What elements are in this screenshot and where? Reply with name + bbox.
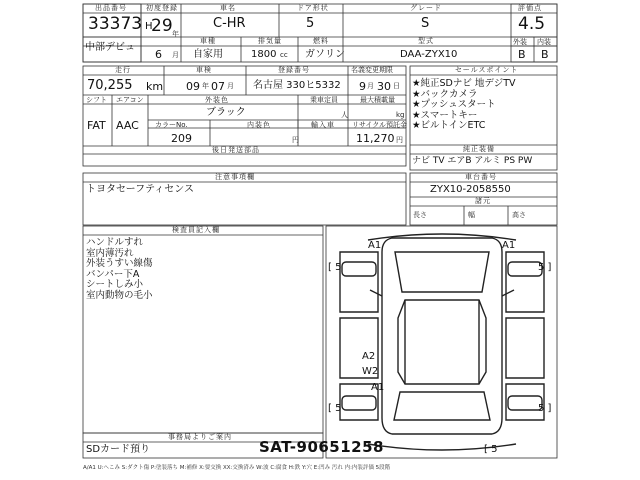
type-label: 型式 xyxy=(418,37,434,45)
inspection-items xyxy=(86,238,153,302)
plate-label: 登録番号 xyxy=(278,66,310,74)
tire-value: 5 xyxy=(335,262,342,273)
damage-mark: A1 xyxy=(371,382,385,393)
dim-length: 長さ xyxy=(413,211,427,219)
ext-label: 外装 xyxy=(513,38,527,46)
shift-value: FAT xyxy=(87,119,106,132)
sales-title: セールスポイント xyxy=(455,66,519,74)
year-suffix: 年 xyxy=(172,30,179,38)
notes-value: トヨタセーフティセンス xyxy=(86,184,194,195)
inspection-item: シートしみ小 xyxy=(86,279,144,291)
import-label: 輸入車 xyxy=(311,121,335,129)
insp-y: 年 xyxy=(202,82,209,90)
inspection-label: 車検 xyxy=(196,66,212,74)
tire-mark: 5 ] xyxy=(538,262,552,273)
load-unit: kg xyxy=(396,111,405,119)
int-label: 内装 xyxy=(537,38,551,46)
cc-label: 排気量 xyxy=(258,37,282,45)
damage-mark: A1 xyxy=(368,240,382,251)
insp-month: 07 xyxy=(211,80,225,93)
damage-mark: A2 xyxy=(362,351,376,362)
tire-mark: [ 5 xyxy=(484,444,498,455)
era: H xyxy=(145,21,153,32)
frame-label: 車台番号 xyxy=(465,173,497,181)
usage-value: 自家用 xyxy=(193,49,223,60)
colorno-value: 209 xyxy=(171,132,192,145)
sales-point: ★バックカメラ xyxy=(412,88,478,100)
mileage-unit: km xyxy=(146,80,164,93)
tire-mark: 5 ] xyxy=(538,403,552,414)
tire-value: 5 xyxy=(491,444,498,455)
office-note: SDカード預り xyxy=(86,444,151,455)
sales-point: ★ビルトインETC xyxy=(412,120,486,132)
sales-point: ★純正SDナビ 地デジTV xyxy=(412,78,516,89)
debut-label: 中部デビュ xyxy=(85,42,135,53)
notes-label: 注意事項欄 xyxy=(215,173,255,181)
load-label: 最大積載量 xyxy=(360,96,395,104)
fuel-label: 燃料 xyxy=(313,37,329,45)
int-score: B xyxy=(541,48,549,61)
recycle-unit-marker: 円 xyxy=(292,136,299,144)
cc-value: 1800 xyxy=(251,49,277,60)
deadline-label: 名義変更期限 xyxy=(351,66,393,74)
color-label: 外装色 xyxy=(205,96,229,104)
sales-point: ★スマートキー xyxy=(412,109,478,121)
doors-value: 5 xyxy=(306,16,315,31)
capacity-label: 乗車定員 xyxy=(310,96,338,104)
equip-label: 純正装備 xyxy=(463,145,495,153)
dim-height: 高さ xyxy=(512,211,526,219)
recycle-unit: 円 xyxy=(396,136,403,144)
colorno-label: カラーNo. xyxy=(155,121,188,129)
reg-label: 初度登録 xyxy=(146,4,178,12)
ext-score: B xyxy=(518,48,526,61)
deadline-month: 9 xyxy=(359,80,366,93)
ac-label: エアコン xyxy=(116,96,144,104)
reg-year: 29 xyxy=(151,16,173,36)
equip-value: ナビ TV エアB アルミ PS PW xyxy=(412,156,533,166)
car-diagram xyxy=(340,234,544,450)
dims-label: 諸元 xyxy=(475,197,491,205)
doors-label: ドア形状 xyxy=(297,4,329,12)
insp-m: 月 xyxy=(227,82,234,90)
recycle-value: 11,270 xyxy=(356,132,395,145)
inspection-item: 外装うすい線傷 xyxy=(86,258,153,270)
lot-number: 33373 xyxy=(88,14,143,34)
ac-value: AAC xyxy=(116,119,139,132)
recycle-label: リサイクル預託金 xyxy=(352,121,408,129)
score-label: 評価点 xyxy=(518,4,542,12)
inspection-item: バンパー下A xyxy=(86,268,140,280)
mileage-value: 70,255 xyxy=(87,78,133,93)
deadline-day: 30 xyxy=(377,80,391,93)
capacity-unit: 人 xyxy=(341,111,348,119)
tire-mark: [ 5 xyxy=(328,262,342,273)
grade-value: S xyxy=(421,16,430,31)
fuel-value: ガソリン xyxy=(305,49,345,60)
damage-mark: W2 xyxy=(362,366,379,377)
office-title: 事務局よりご案内 xyxy=(168,433,232,441)
inspection-item: ハンドルすれ xyxy=(86,237,144,248)
plate-value: 名古屋 330ヒ5332 xyxy=(253,80,341,91)
tire-value: 5 xyxy=(538,262,545,273)
inspection-title: 検査員記入欄 xyxy=(172,226,220,234)
cc-unit: cc xyxy=(280,51,288,59)
sales-points xyxy=(412,79,516,132)
usage-label: 車種 xyxy=(200,37,216,45)
reg-month: 6 xyxy=(155,48,162,61)
deadline-d: 日 xyxy=(393,82,400,90)
sales-point: ★プッシュスタート xyxy=(412,99,496,111)
insp-year: 09 xyxy=(186,80,200,93)
inspection-item: 室内動物の毛小 xyxy=(86,289,153,301)
tire-value: 5 xyxy=(335,403,342,414)
dim-width: 幅 xyxy=(468,211,475,219)
score-value: 4.5 xyxy=(518,14,546,34)
color-value: ブラック xyxy=(206,107,246,118)
lot-label: 出品番号 xyxy=(95,4,127,12)
grade-label: グレード xyxy=(410,4,442,12)
intcolor-label: 内装色 xyxy=(247,121,271,129)
model-label: 車名 xyxy=(220,4,236,12)
shift-label: シフト xyxy=(86,96,107,104)
model-name: C-HR xyxy=(213,16,246,31)
month-suffix: 月 xyxy=(172,51,179,59)
frame-value: ZYX10-2058550 xyxy=(430,184,511,195)
type-value: DAA-ZYX10 xyxy=(400,49,458,60)
inspection-item: 室内薄汚れ xyxy=(86,247,134,259)
parts-label: 後日発送部品 xyxy=(212,146,260,154)
sat-watermark: SAT-90651258 xyxy=(259,438,384,456)
mileage-label: 走行 xyxy=(115,66,131,74)
legend-footer: A/A1 U:へこみ S:ダクト傷 P:塗装落ち M:補修 X:要交換 XX:交換済み W:波 C:腐食 H:鉄 Y:穴 E:凹み 汚れ 内:内装評価 5段階 xyxy=(83,465,391,471)
damage-mark: A1 xyxy=(502,240,516,251)
tire-value: 5 xyxy=(538,403,545,414)
deadline-m: 月 xyxy=(367,82,374,90)
tire-mark: [ 5 xyxy=(328,403,342,414)
